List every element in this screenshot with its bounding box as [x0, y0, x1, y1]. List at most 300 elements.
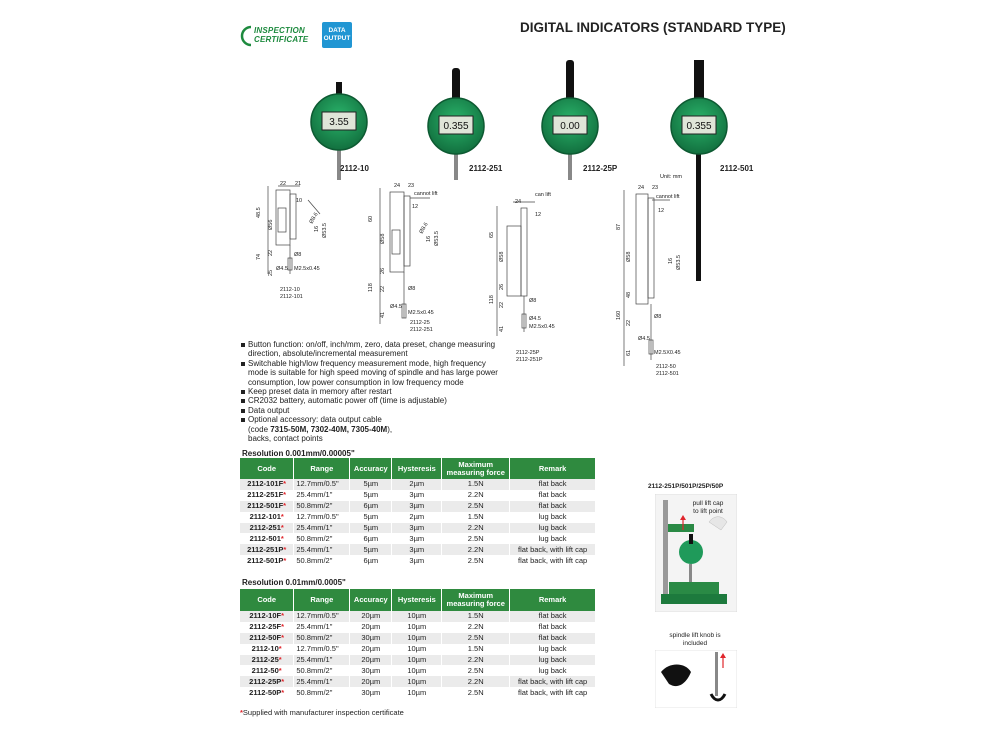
- d4-dim-160: 160: [616, 310, 622, 320]
- hysteresis-cell-text: 2µm: [409, 512, 425, 522]
- accuracy-cell-text: 5µm: [363, 523, 379, 532]
- range-cell-text: 12.7mm/0.5": [296, 479, 339, 489]
- range-cell: [294, 687, 350, 698]
- range-cell-text: 12.7mm/0.5": [296, 512, 339, 522]
- d4-dim-d45: Ø4.5: [638, 336, 650, 342]
- certificate-star: *: [281, 622, 284, 632]
- d2-dim-24: 24: [394, 183, 401, 189]
- d3-can-lift: can lift: [535, 192, 551, 198]
- d2-dim-41: 41: [380, 311, 386, 318]
- feature-item: Switchable high/low frequency measurement mode, high frequency mode is suitable for high speed moving of spindle and has large power consumption, low power consumption in low frequency mode: [240, 359, 500, 387]
- badge-line1: DATA: [328, 27, 346, 34]
- d4-cannot-lift: cannot lift: [656, 194, 680, 200]
- th-force-line2: measuring force: [446, 467, 505, 477]
- force-cell-text: 2.2N: [467, 622, 484, 632]
- feature-item: Data output: [240, 406, 500, 415]
- hysteresis-cell-text: 3µm: [409, 501, 425, 511]
- feature-list: [240, 340, 500, 443]
- force-cell-text: 1.5N: [467, 611, 484, 621]
- hysteresis-cell-text: 10µm: [407, 687, 427, 697]
- accuracy-cell: [350, 512, 392, 523]
- force-cell: [442, 533, 510, 544]
- callout-line2: to lift point: [693, 507, 723, 515]
- table-row: [240, 544, 596, 555]
- hysteresis-cell-text: 3µm: [409, 555, 425, 565]
- gauge-display-4: 0.355: [686, 121, 712, 132]
- table-row: [240, 611, 596, 622]
- accuracy-cell: [350, 490, 392, 501]
- hysteresis-cell-text: 10µm: [407, 665, 427, 675]
- hysteresis-cell-text: 10µm: [407, 633, 427, 643]
- remark-cell: [510, 676, 596, 687]
- callout-line1: pull lift cap: [692, 500, 724, 507]
- d1-dim-22b: 22: [268, 249, 274, 256]
- gauge-2112-501: [671, 60, 727, 180]
- force-cell-text: 2.2N: [467, 523, 484, 532]
- hysteresis-cell: [392, 501, 442, 512]
- d2-dim-d86: Ø8.6: [418, 221, 430, 235]
- accuracy-cell-text: 5µm: [363, 512, 379, 522]
- code-cell: [240, 665, 294, 676]
- hysteresis-cell-text: 3µm: [409, 533, 425, 543]
- accuracy-cell: [350, 555, 392, 566]
- table2-body: [240, 611, 596, 698]
- d4-dim-m25: M2.5X0.45: [654, 350, 681, 356]
- table-row: [240, 555, 596, 566]
- hysteresis-cell: [392, 555, 442, 566]
- hysteresis-cell: [392, 533, 442, 544]
- d2-dim-d45: Ø4.5: [390, 304, 402, 310]
- code-cell-text: 2112-10: [251, 644, 279, 654]
- gauge-display-2: 0.355: [443, 121, 469, 132]
- remark-cell-text: flat back: [538, 611, 567, 621]
- remark-cell: [510, 512, 596, 523]
- range-cell: [294, 512, 350, 523]
- remark-cell-text: lug back: [538, 533, 567, 543]
- d3-dim-m25: M2.5x0.45: [529, 324, 555, 330]
- range-cell-text: 12.7mm/0.5": [296, 611, 339, 621]
- force-cell: [442, 555, 510, 566]
- remark-cell: [510, 655, 596, 666]
- d1-dim-d8: Ø8: [294, 252, 302, 258]
- hysteresis-cell: [392, 544, 442, 555]
- accessory-codes: 7315-50M, 7302-40M, 7305-40M: [270, 424, 388, 434]
- d1-dim-535: Ø53.5: [322, 223, 328, 238]
- table-row: [240, 644, 596, 655]
- d1-dim-25: 25: [268, 269, 274, 276]
- hysteresis-cell: [392, 655, 442, 666]
- th-force-line1: Maximum: [458, 459, 494, 469]
- range-cell-text: 25.4mm/1": [296, 523, 333, 532]
- accuracy-cell-text: 30µm: [361, 665, 381, 675]
- d3-dim-26: 26: [499, 283, 505, 290]
- hysteresis-cell: [392, 687, 442, 698]
- code-cell-text: 2112-50: [251, 665, 279, 675]
- code-cell: [240, 544, 294, 555]
- accuracy-cell: [350, 479, 392, 490]
- force-cell: [442, 523, 510, 534]
- d3-caption-2: 2112-251P: [516, 357, 543, 363]
- accessory-line2: [248, 425, 500, 434]
- d2-dim-16: 16: [426, 235, 432, 242]
- feature-item: Keep preset data in memory after restart: [240, 387, 500, 396]
- gauge-display-1: 3.55: [329, 117, 349, 128]
- d3-dim-24: 24: [515, 199, 522, 205]
- remark-cell: [510, 523, 596, 534]
- range-cell: [294, 544, 350, 555]
- hysteresis-cell: [392, 622, 442, 633]
- range-cell: [294, 501, 350, 512]
- force-cell: [442, 665, 510, 676]
- code-cell-text: 2112-501: [249, 533, 281, 543]
- accuracy-cell-text: 6µm: [363, 501, 379, 511]
- table1-body: [240, 479, 596, 566]
- d4-dim-12: 12: [658, 208, 665, 214]
- remark-cell: [510, 533, 596, 544]
- d4-dim-48: 48: [626, 291, 632, 298]
- range-cell: [294, 555, 350, 566]
- force-cell: [442, 655, 510, 666]
- accuracy-cell: [350, 544, 392, 555]
- remark-cell-text: lug back: [538, 665, 567, 675]
- accuracy-cell: [350, 501, 392, 512]
- th-code: Code: [240, 458, 294, 479]
- th-hysteresis: Hysteresis: [392, 589, 442, 611]
- code-cell: [240, 555, 294, 566]
- range-cell-text: 25.4mm/1": [296, 544, 333, 554]
- force-cell: [442, 501, 510, 512]
- remark-cell: [510, 644, 596, 655]
- code-cell: [240, 512, 294, 523]
- remark-cell: [510, 611, 596, 622]
- d2-dim-23: 23: [408, 183, 415, 189]
- hysteresis-cell: [392, 676, 442, 687]
- code-cell-text: 2112-50P: [249, 687, 282, 697]
- d4-dim-22: 22: [626, 319, 632, 326]
- d1-dim-485: 48.5: [256, 207, 262, 218]
- d3-dim-12: 12: [535, 212, 542, 218]
- range-cell: [294, 665, 350, 676]
- force-cell-text: 2.5N: [467, 533, 484, 543]
- range-cell: [294, 523, 350, 534]
- accuracy-cell-text: 5µm: [363, 479, 379, 489]
- d3-dim-22: 22: [499, 301, 505, 308]
- drawing-2112-251: [362, 178, 472, 328]
- remark-cell: [510, 479, 596, 490]
- d2-dim-m25: M2.5x0.45: [408, 310, 434, 316]
- d2-cannot-lift: cannot lift: [414, 191, 438, 197]
- certificate-star: *: [281, 633, 284, 643]
- d3-dim-65: 65: [489, 231, 495, 238]
- code-cell-text: 2112-50F: [249, 633, 282, 643]
- certificate-star: *: [283, 501, 287, 511]
- code-cell-text: 2112-501P: [247, 555, 284, 565]
- range-cell-text: 50.8mm/2": [296, 533, 333, 543]
- d1-dim-16: 16: [314, 225, 320, 232]
- d4-dim-d8: Ø8: [654, 314, 662, 320]
- remark-cell-text: flat back: [538, 490, 567, 500]
- code-cell-text: 2112-251F: [247, 490, 284, 500]
- code-cell: [240, 687, 294, 698]
- knob-photo: [655, 650, 737, 708]
- hysteresis-cell: [392, 665, 442, 676]
- code-cell-text: 2112-25F: [249, 622, 282, 632]
- th-hysteresis: Hysteresis: [392, 458, 442, 479]
- footnote-text: Supplied with manufacturer inspection certificate: [242, 708, 404, 717]
- remark-cell-text: flat back, with lift cap: [517, 687, 588, 697]
- table2-title: Resolution 0.01mm/0.0005": [242, 578, 346, 587]
- force-cell-text: 2.5N: [467, 665, 484, 675]
- accuracy-cell: [350, 644, 392, 655]
- hysteresis-cell-text: 10µm: [407, 644, 427, 654]
- range-cell: [294, 622, 350, 633]
- d4-dim-24: 24: [638, 185, 645, 191]
- badge-line2: OUTPUT: [323, 35, 351, 42]
- cert-logo-line1: INSPECTION: [254, 26, 305, 35]
- remark-cell: [510, 687, 596, 698]
- code-cell: [240, 479, 294, 490]
- d2-dim-58: Ø58: [380, 233, 386, 244]
- th-force: [442, 589, 510, 611]
- drawing-2112-10: [250, 178, 360, 278]
- code-cell-text: 2112-10F: [249, 611, 282, 621]
- accessory-line3: backs, contact points: [248, 434, 323, 444]
- code-cell: [240, 676, 294, 687]
- range-cell: [294, 479, 350, 490]
- table-row: [240, 676, 596, 687]
- accuracy-cell: [350, 687, 392, 698]
- range-cell-text: 50.8mm/2": [296, 501, 333, 511]
- accuracy-cell-text: 5µm: [363, 490, 379, 500]
- hysteresis-cell-text: 10µm: [407, 676, 427, 686]
- knob-line1: spindle lift knob is: [669, 632, 721, 639]
- accessory-code-prefix: (code: [248, 424, 271, 434]
- range-cell: [294, 644, 350, 655]
- accuracy-cell-text: 20µm: [361, 622, 381, 632]
- code-cell: [240, 633, 294, 644]
- table-row: [240, 533, 596, 544]
- drawing-2112-25p: [485, 186, 565, 336]
- range-cell: [294, 676, 350, 687]
- remark-cell-text: lug back: [538, 655, 567, 664]
- remark-cell-text: lug back: [538, 523, 567, 532]
- spec-table-2: [240, 589, 596, 698]
- table-row: [240, 622, 596, 633]
- feature-item: [240, 415, 500, 443]
- force-cell: [442, 622, 510, 633]
- remark-cell-text: flat back, with lift cap: [517, 555, 588, 565]
- accuracy-cell-text: 30µm: [361, 687, 381, 697]
- d3-dim-d45: Ø4.5: [529, 316, 541, 322]
- th-range: Range: [294, 589, 350, 611]
- certificate-star: *: [283, 555, 287, 565]
- force-cell-text: 1.5N: [467, 512, 484, 522]
- force-cell: [442, 544, 510, 555]
- hysteresis-cell-text: 2µm: [409, 479, 425, 489]
- d4-caption-2: 2112-501: [656, 371, 679, 377]
- code-cell-text: 2112-25: [251, 655, 279, 664]
- gauge-2112-25p: [542, 60, 598, 180]
- range-cell-text: 50.8mm/2": [296, 555, 333, 565]
- code-cell: [240, 490, 294, 501]
- code-cell-text: 2112-101: [249, 512, 281, 522]
- hysteresis-cell: [392, 644, 442, 655]
- d2-caption-2: 2112-251: [410, 327, 433, 333]
- table-row: [240, 523, 596, 534]
- accessory-line1: Optional accessory: data output cable: [248, 415, 382, 425]
- table-row: [240, 501, 596, 512]
- code-cell: [240, 523, 294, 534]
- th-force-line2: measuring force: [446, 599, 505, 608]
- accuracy-cell-text: 6µm: [363, 533, 379, 543]
- d4-dim-61: 61: [626, 349, 632, 356]
- code-cell-text: 2112-501F: [247, 501, 284, 511]
- d4-dim-23: 23: [652, 185, 659, 191]
- d2-dim-535: Ø53.5: [434, 231, 440, 246]
- d2-dim-22: 22: [380, 285, 386, 292]
- code-cell: [240, 622, 294, 633]
- certificate-icon: [240, 25, 254, 47]
- accuracy-cell: [350, 533, 392, 544]
- range-cell-text: 25.4mm/1": [296, 622, 333, 632]
- code-cell: [240, 655, 294, 666]
- certificate-star: *: [280, 533, 284, 543]
- page-title: DIGITAL INDICATORS (STANDARD TYPE): [520, 20, 786, 35]
- d3-dim-41: 41: [499, 325, 505, 332]
- force-cell-text: 2.2N: [467, 544, 484, 554]
- accuracy-cell: [350, 622, 392, 633]
- gauge-display-3: 0.00: [560, 121, 580, 132]
- hysteresis-cell-text: 10µm: [407, 622, 427, 632]
- d4-dim-535: Ø53.5: [676, 255, 682, 270]
- d4-dim-16: 16: [668, 257, 674, 264]
- force-cell-text: 1.5N: [467, 644, 484, 654]
- accuracy-cell: [350, 523, 392, 534]
- range-cell-text: 12.7mm/0.5": [296, 644, 339, 654]
- certificate-star: *: [280, 523, 284, 532]
- d2-dim-d8: Ø8: [408, 286, 416, 292]
- table-row: [240, 655, 596, 666]
- certificate-star: *: [280, 512, 284, 522]
- force-cell: [442, 479, 510, 490]
- hysteresis-cell-text: 10µm: [407, 655, 427, 664]
- data-output-badge: [322, 22, 352, 48]
- remark-cell-text: flat back: [538, 633, 567, 643]
- force-cell-text: 2.5N: [467, 555, 484, 565]
- code-cell-text: 2112-101F: [247, 479, 284, 489]
- th-remark: Remark: [510, 458, 596, 479]
- d2-dim-12: 12: [412, 204, 419, 210]
- remark-cell: [510, 555, 596, 566]
- remark-cell: [510, 665, 596, 676]
- th-force-line1: Maximum: [458, 591, 494, 600]
- th-remark: Remark: [510, 589, 596, 611]
- d1-caption-2: 2112-101: [280, 294, 303, 300]
- accuracy-cell: [350, 611, 392, 622]
- hysteresis-cell-text: 3µm: [409, 544, 425, 554]
- code-cell: [240, 501, 294, 512]
- table-row: [240, 633, 596, 644]
- table-row: [240, 512, 596, 523]
- d1-dim-21: 21: [295, 181, 302, 187]
- footnote-star: *: [240, 708, 243, 717]
- d2-caption-1: 2112-25: [410, 320, 430, 326]
- range-cell: [294, 633, 350, 644]
- knob-line2: included: [682, 639, 708, 647]
- hysteresis-cell: [392, 633, 442, 644]
- accuracy-cell-text: 30µm: [361, 633, 381, 643]
- certificate-star: *: [278, 655, 282, 664]
- hysteresis-cell: [392, 490, 442, 501]
- certificate-star: *: [283, 490, 287, 500]
- force-cell-text: 2.2N: [467, 490, 484, 500]
- certificate-star: *: [283, 544, 287, 554]
- inspection-certificate-logo: [240, 24, 310, 48]
- force-cell: [442, 611, 510, 622]
- range-cell-text: 50.8mm/2": [296, 687, 333, 697]
- model-label-4: 2112-501: [720, 164, 754, 173]
- cert-logo-line2: CERTIFICATE: [254, 35, 309, 44]
- feature-item: CR2032 battery, automatic power off (time is adjustable): [240, 396, 500, 405]
- th-accuracy: Accuracy: [350, 458, 392, 479]
- remark-cell: [510, 490, 596, 501]
- force-cell: [442, 676, 510, 687]
- hysteresis-cell: [392, 479, 442, 490]
- model-label-1: 2112-10: [340, 164, 369, 173]
- certificate-star: *: [281, 611, 284, 621]
- d1-dim-22: 22: [280, 181, 287, 187]
- accuracy-cell-text: 5µm: [363, 544, 379, 554]
- table-row: [240, 665, 596, 676]
- table-row: [240, 479, 596, 490]
- d1-caption-1: 2112-10: [280, 287, 300, 293]
- d1-dim-10: 10: [296, 198, 303, 204]
- code-cell-text: 2112-25P: [249, 676, 282, 686]
- accuracy-cell: [350, 655, 392, 666]
- accuracy-cell: [350, 676, 392, 687]
- range-cell: [294, 655, 350, 666]
- table-row: [240, 490, 596, 501]
- table-row: [240, 687, 596, 698]
- th-code: Code: [240, 589, 294, 611]
- d4-caption-1: 2112-50: [656, 364, 676, 370]
- hysteresis-cell-text: 3µm: [409, 523, 425, 532]
- remark-cell-text: lug back: [538, 644, 567, 654]
- force-cell-text: 2.5N: [467, 633, 484, 643]
- remark-cell: [510, 501, 596, 512]
- remark-cell-text: flat back: [538, 622, 567, 632]
- force-cell: [442, 490, 510, 501]
- range-cell: [294, 533, 350, 544]
- hysteresis-cell: [392, 512, 442, 523]
- accuracy-cell-text: 20µm: [361, 611, 381, 621]
- accuracy-cell-text: 20µm: [361, 655, 381, 664]
- range-cell-text: 25.4mm/1": [296, 676, 333, 686]
- remark-cell-text: flat back, with lift cap: [517, 676, 588, 686]
- spec-table-1: [240, 458, 596, 566]
- force-cell-text: 1.5N: [467, 479, 484, 489]
- code-cell-text: 2112-251P: [247, 544, 284, 554]
- unit-label: Unit: mm: [660, 174, 682, 180]
- d1-dim-m25: M2.5x0.45: [294, 266, 320, 272]
- side-title: 2112-251P/501P/25P/50P: [648, 483, 724, 490]
- d2-dim-26: 26: [380, 267, 386, 274]
- range-cell-text: 25.4mm/1": [296, 490, 333, 500]
- code-cell: [240, 644, 294, 655]
- force-cell: [442, 633, 510, 644]
- accuracy-cell-text: 20µm: [361, 644, 381, 654]
- d2-dim-60: 60: [368, 215, 374, 222]
